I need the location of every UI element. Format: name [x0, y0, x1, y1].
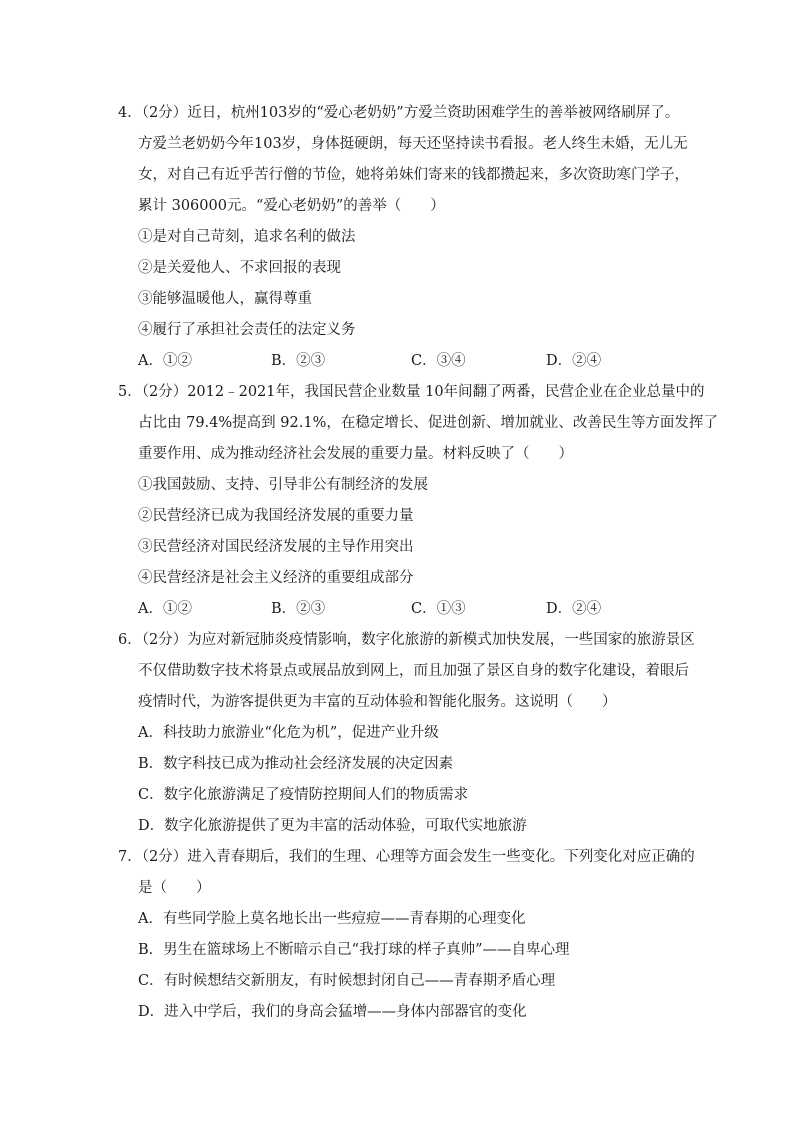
question-stem-line: 重要作用、成为推动经济社会发展的重要力量。材料反映了（ ）	[138, 446, 573, 462]
question-stem-line: 占比由 79.4%提高到 92.1%，在稳定增长、促进创新、增加就业、改善民生等方面发挥了	[138, 415, 718, 431]
statement-4: ④履行了承担社会责任的法定义务	[138, 322, 356, 338]
choice-a[interactable]: A．①②	[138, 601, 192, 617]
option-a[interactable]: A．科技助力旅游业“化危为机”，促进产业升级	[138, 725, 439, 741]
option-d[interactable]: D．进入中学后，我们的身高会猛增——身体内部器官的变化	[138, 1004, 527, 1020]
option-d[interactable]: D．数字化旅游提供了更为丰富的活动体验，可取代实地旅游	[138, 818, 527, 834]
statement-4: ④民营经济是社会主义经济的重要组成部分	[138, 570, 414, 586]
question-stem-line: 是（ ）	[138, 880, 211, 896]
statement-2: ②是关爱他人、不求回报的表现	[138, 260, 341, 276]
choice-c[interactable]: C．③④	[411, 353, 466, 369]
question-stem-line: 6．（2分）为应对新冠肺炎疫情影响，数字化旅游的新模式加快发展，一些国家的旅游景区	[118, 632, 695, 648]
question-stem-line: 疫情时代，为游客提供更为丰富的互动体验和智能化服务。这说明（ ）	[138, 694, 617, 710]
statement-3: ③能够温暖他人，赢得尊重	[138, 291, 312, 307]
question-stem-line: 不仅借助数字技术将景点或展品放到网上，而且加强了景区自身的数字化建设，着眼后	[138, 663, 689, 679]
choice-d[interactable]: D．②④	[546, 601, 602, 617]
option-b[interactable]: B．数字科技已成为推动社会经济发展的决定因素	[138, 756, 454, 772]
statement-1: ①我国鼓励、支持、引导非公有制经济的发展	[138, 477, 428, 493]
question-stem-line: 累计 306000元。“爱心老奶奶”的善举（ ）	[138, 198, 445, 214]
question-stem-line: 女，对自己有近乎苦行僧的节俭，她将弟妹们寄来的钱都攒起来，多次资助寒门学子，	[138, 167, 689, 183]
option-c[interactable]: C．数字化旅游满足了疫情防控期间人们的物质需求	[138, 787, 469, 803]
statement-3: ③民营经济对国民经济发展的主导作用突出	[138, 539, 414, 555]
option-a[interactable]: A．有些同学脸上莫名地长出一些痘痘——青春期的心理变化	[138, 911, 526, 927]
option-b[interactable]: B．男生在篮球场上不断暗示自己“我打球的样子真帅”——自卑心理	[138, 942, 570, 958]
choice-c[interactable]: C．①③	[411, 601, 466, 617]
choice-row	[138, 599, 658, 619]
option-c[interactable]: C．有时候想结交新朋友，有时候想封闭自己——青春期矛盾心理	[138, 973, 556, 989]
statement-1: ①是对自己苛刻，追求名利的做法	[138, 229, 356, 245]
choice-d[interactable]: D．②④	[546, 353, 602, 369]
statement-2: ②民营经济已成为我国经济发展的重要力量	[138, 508, 414, 524]
question-stem-line: 4．（2分）近日，杭州103岁的“爱心老奶奶”方爱兰资助困难学生的善举被网络刷屏了。	[118, 105, 680, 121]
question-stem-line: 方爱兰老奶奶今年103岁，身体挺硬朗，每天还坚持读书看报。老人终生未婚，无儿无	[138, 136, 688, 152]
question-stem-line: 7．（2分）进入青春期后，我们的生理、心理等方面会发生一些变化。下列变化对应正确的	[118, 849, 695, 865]
choice-b[interactable]: B．②③	[271, 601, 326, 617]
question-stem-line: 5．（2分）2012﹣2021年，我国民营企业数量 10年间翻了两番，民营企业在企业总量中的	[118, 384, 705, 400]
choice-row	[138, 351, 658, 371]
choice-a[interactable]: A．①②	[138, 353, 192, 369]
choice-b[interactable]: B．②③	[271, 353, 326, 369]
